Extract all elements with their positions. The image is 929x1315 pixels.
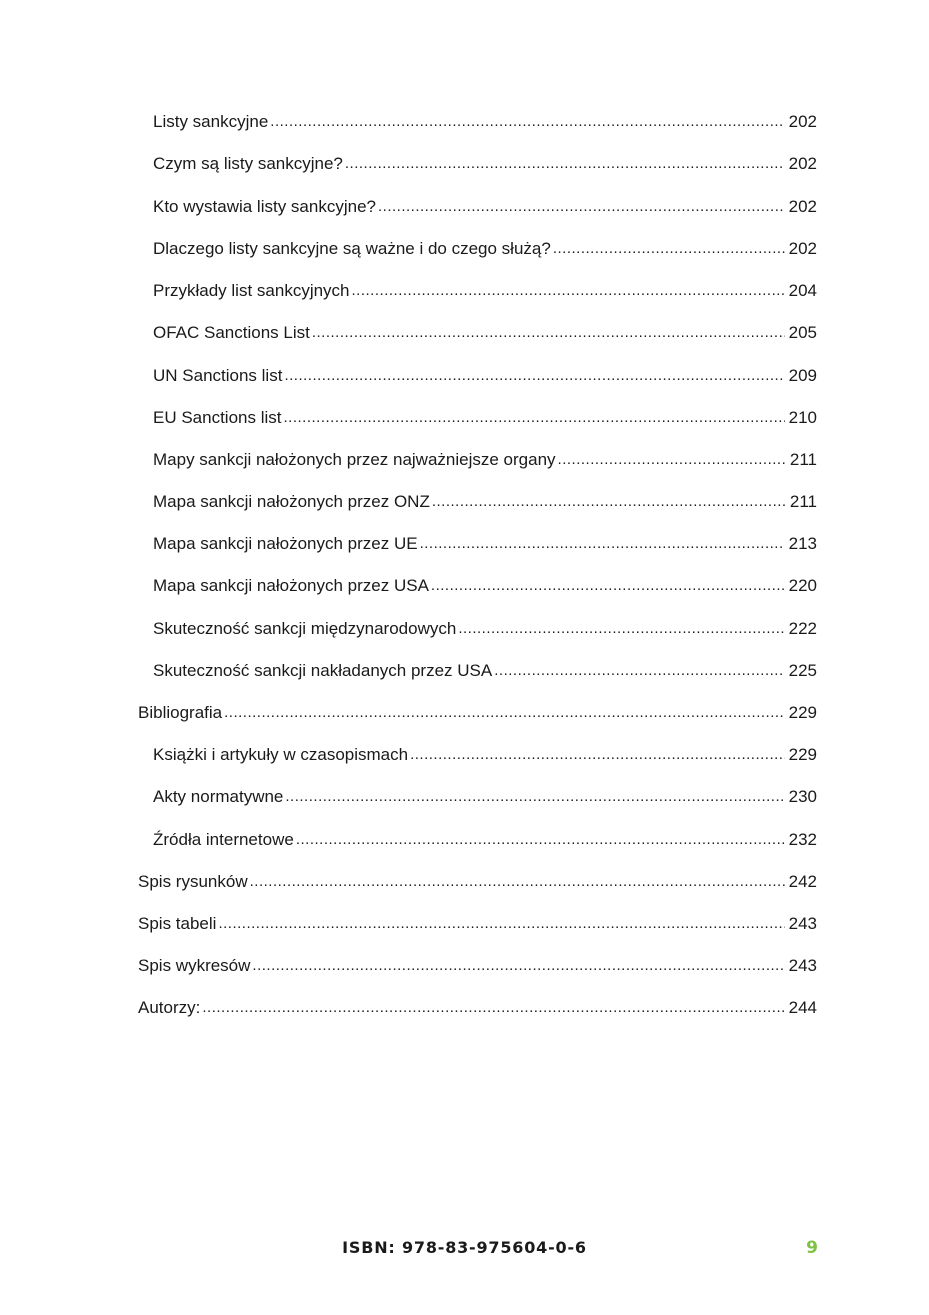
toc-entry-label: Mapa sankcji nałożonych przez USA	[153, 576, 429, 595]
toc-entry-label: Skuteczność sankcji międzynarodowych	[153, 619, 457, 638]
toc-dot-leader	[250, 870, 785, 894]
toc-entry-page: 202	[788, 112, 817, 131]
toc-dot-leader	[553, 237, 785, 261]
footer-page-number: 9	[806, 1238, 818, 1258]
toc-dot-leader	[270, 110, 784, 134]
toc-entry[interactable]	[153, 828, 817, 852]
toc-entry-page: 243	[788, 914, 817, 933]
toc-entry-label: UN Sanctions list	[153, 366, 283, 385]
toc-entry-page: 229	[788, 703, 817, 722]
toc-entry[interactable]	[138, 996, 817, 1020]
toc-entry-label: Autorzy:	[138, 998, 201, 1017]
toc-entry-page: 204	[788, 281, 817, 300]
toc-entry-page: 244	[788, 998, 817, 1017]
toc-entry-label: Dlaczego listy sankcyjne są ważne i do czego służą?	[153, 239, 551, 258]
toc-entry[interactable]	[153, 279, 817, 303]
toc-entry[interactable]	[138, 701, 817, 725]
toc-entry-page: 230	[788, 787, 817, 806]
toc-entry-page: 213	[788, 534, 817, 553]
toc-entry-page: 243	[788, 956, 817, 975]
toc-dot-leader	[284, 406, 785, 430]
toc-dot-leader	[218, 912, 784, 936]
toc-entry-label: Listy sankcyjne	[153, 112, 269, 131]
toc-entry-label: Skuteczność sankcji nakładanych przez USA	[153, 661, 493, 680]
toc-entry-page: 220	[788, 576, 817, 595]
toc-dot-leader	[558, 448, 786, 472]
toc-entry-label: Mapa sankcji nałożonych przez UE	[153, 534, 418, 553]
footer-isbn: ISBN: 978-83-975604-0-6	[342, 1238, 587, 1257]
toc-dot-leader	[252, 954, 784, 978]
toc-entry-label: Spis rysunków	[138, 872, 248, 891]
toc-dot-leader	[378, 195, 785, 219]
toc-entry-page: 209	[788, 366, 817, 385]
toc-entry[interactable]	[153, 110, 817, 134]
toc-entry[interactable]	[153, 448, 817, 472]
toc-entry-label: Mapy sankcji nałożonych przez najważniejsze organy	[153, 450, 556, 469]
toc-entry-page: 210	[788, 408, 817, 427]
toc-dot-leader	[431, 574, 785, 598]
toc-entry-page: 205	[788, 323, 817, 342]
toc-entry-label: Przykłady list sankcyjnych	[153, 281, 350, 300]
toc-dot-leader	[494, 659, 784, 683]
toc-entry-page: 211	[789, 492, 817, 511]
toc-entry[interactable]	[153, 532, 817, 556]
toc-dot-leader	[345, 152, 785, 176]
toc-entry-label: Książki i artykuły w czasopismach	[153, 745, 409, 764]
toc-entry[interactable]	[153, 237, 817, 261]
toc-dot-leader	[296, 828, 785, 852]
toc-entry[interactable]	[138, 870, 817, 894]
toc-dot-leader	[312, 321, 785, 345]
toc-dot-leader	[410, 743, 785, 767]
toc-entry[interactable]	[153, 152, 817, 176]
toc-entry[interactable]	[153, 617, 817, 641]
toc-dot-leader	[352, 279, 785, 303]
toc-entry[interactable]	[138, 912, 817, 936]
toc-entry[interactable]	[153, 490, 817, 514]
toc-entry-label: Akty normatywne	[153, 787, 284, 806]
toc-entry-label: Bibliografia	[138, 703, 223, 722]
toc-entry-label: Mapa sankcji nałożonych przez ONZ	[153, 492, 430, 511]
toc-dot-leader	[202, 996, 784, 1020]
toc-entry[interactable]	[153, 195, 817, 219]
toc-dot-leader	[458, 617, 784, 641]
toc-dot-leader	[420, 532, 785, 556]
toc-dot-leader	[285, 785, 784, 809]
toc-entry-page: 202	[788, 154, 817, 173]
toc-entry-page: 242	[788, 872, 817, 891]
toc-entry[interactable]	[153, 743, 817, 767]
toc-entry-page: 211	[789, 450, 817, 469]
toc-entry-page: 202	[788, 239, 817, 258]
toc-entry[interactable]	[153, 785, 817, 809]
toc-entry-label: EU Sanctions list	[153, 408, 282, 427]
toc-entry-label: OFAC Sanctions List	[153, 323, 310, 342]
toc-dot-leader	[224, 701, 785, 725]
toc-entry-page: 232	[788, 830, 817, 849]
toc-entry-page: 225	[788, 661, 817, 680]
toc-entry-label: Czym są listy sankcyjne?	[153, 154, 343, 173]
toc-entry-page: 229	[788, 745, 817, 764]
toc-entry-page: 202	[788, 197, 817, 216]
toc-entry[interactable]	[153, 321, 817, 345]
toc-entry[interactable]	[153, 659, 817, 683]
toc-dot-leader	[284, 364, 784, 388]
toc-entry-label: Spis wykresów	[138, 956, 251, 975]
toc-dot-leader	[432, 490, 786, 514]
toc-entry-label: Źródła internetowe	[153, 830, 294, 849]
toc-entry[interactable]	[153, 406, 817, 430]
toc-entry[interactable]	[153, 574, 817, 598]
toc-entry-label: Spis tabeli	[138, 914, 217, 933]
toc-entry[interactable]	[153, 364, 817, 388]
toc-entry[interactable]	[138, 954, 817, 978]
toc-entry-page: 222	[788, 619, 817, 638]
toc-entry-label: Kto wystawia listy sankcyjne?	[153, 197, 376, 216]
